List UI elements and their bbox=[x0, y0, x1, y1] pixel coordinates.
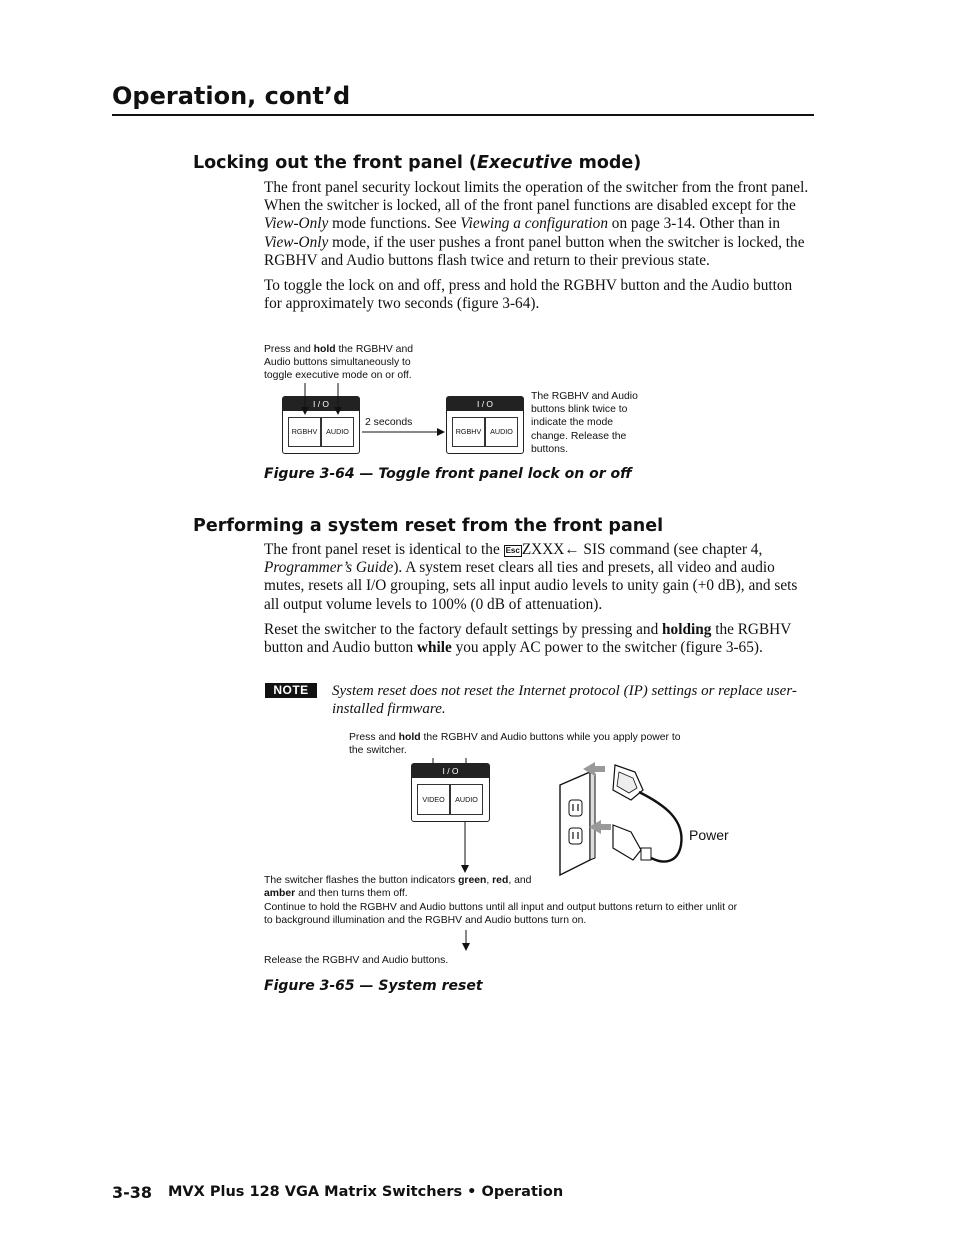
panel-header: I / O bbox=[412, 764, 489, 778]
text: SIS command (see chapter 4, bbox=[579, 541, 763, 558]
text: you apply AC power to the switcher (figure 3-65). bbox=[451, 639, 763, 657]
note-badge: NOTE bbox=[265, 683, 317, 698]
text-bold: green bbox=[458, 875, 487, 886]
audio-button: AUDIO bbox=[485, 417, 518, 447]
text-bold: hold bbox=[398, 732, 421, 743]
text-italic: Viewing a configuration bbox=[460, 215, 608, 233]
video-button: VIDEO bbox=[417, 784, 450, 815]
power-outlet-icon bbox=[555, 760, 690, 875]
text: on page 3-14. Other than in bbox=[607, 215, 781, 233]
reset-paragraph-2 bbox=[264, 621, 812, 657]
flash-label bbox=[264, 874, 564, 900]
text: Press and bbox=[264, 344, 314, 355]
fig65-panel bbox=[411, 763, 490, 822]
text: , and bbox=[508, 875, 532, 886]
text-bold: hold bbox=[313, 344, 336, 355]
reset-paragraph-1 bbox=[264, 541, 812, 614]
text: mode, if the user pushes a front panel button when the switcher is locked, the RGBHV and Audio buttons flash twice and return to their previous state. bbox=[264, 233, 805, 269]
text-italic: View-Only bbox=[264, 233, 329, 251]
reset-body bbox=[264, 541, 812, 664]
figure-64-caption: Figure 3-64 — Toggle front panel lock on or off bbox=[264, 466, 632, 482]
release-label: Release the RGBHV and Audio buttons. bbox=[264, 955, 449, 966]
text-italic: Programmer’s Guide bbox=[264, 559, 394, 577]
text: The switcher flashes the button indicators bbox=[264, 875, 459, 886]
text: , bbox=[486, 875, 493, 886]
text-bold: red bbox=[492, 875, 509, 886]
heading-part: Locking out the front panel ( bbox=[193, 153, 477, 173]
audio-button: AUDIO bbox=[321, 417, 354, 447]
text: the RGBHV and Audio buttons while you apply power to the switcher. bbox=[349, 732, 681, 757]
panel-header: I / O bbox=[447, 397, 523, 411]
page-number: 3-38 bbox=[112, 1183, 153, 1202]
text: The front panel reset is identical to the bbox=[264, 541, 504, 558]
text-bold: amber bbox=[264, 888, 296, 900]
text: Press and bbox=[349, 732, 399, 743]
heading-emphasis: Executive bbox=[476, 153, 573, 173]
footer-title: MVX Plus 128 VGA Matrix Switchers • Operation bbox=[168, 1184, 564, 1200]
sis-command: ZXXX bbox=[521, 541, 565, 558]
lockout-paragraph-2: To toggle the lock on and off, press and hold the RGBHV button and the Audio button for approximately two seconds (figure 3-64). bbox=[264, 277, 793, 313]
text-bold: holding bbox=[662, 620, 712, 638]
power-label: Power bbox=[689, 827, 729, 843]
text-italic: View-Only bbox=[264, 215, 329, 233]
esc-key-icon: Esc bbox=[505, 546, 520, 555]
text: The front panel security lockout limits the operation of the switcher from the front panel. When the switcher is locked, all of the front panel functions are disabled except for the bbox=[264, 179, 809, 215]
note-text: System reset does not reset the Internet protocol (IP) settings or replace user-installed firmware. bbox=[332, 683, 797, 717]
rgbhv-button: RGBHV bbox=[288, 417, 321, 447]
section-heading-reset: Performing a system reset from the front panel bbox=[193, 516, 664, 536]
panel-header: I / O bbox=[283, 397, 359, 411]
figure-65-caption: Figure 3-65 — System reset bbox=[264, 978, 483, 994]
text: the RGBHV button and Audio button bbox=[264, 620, 791, 657]
two-seconds-label: 2 seconds bbox=[365, 417, 413, 428]
audio-button: AUDIO bbox=[450, 784, 483, 815]
heading-part: mode) bbox=[572, 153, 642, 173]
text-bold: while bbox=[416, 639, 452, 657]
fig65-top-label bbox=[349, 731, 694, 757]
enter-arrow-icon: ← bbox=[564, 541, 580, 558]
text: the RGBHV and Audio buttons simultaneously to toggle executive mode on or off. bbox=[264, 344, 414, 382]
rgbhv-button: RGBHV bbox=[452, 417, 485, 447]
page-title: Operation, cont’d bbox=[112, 82, 351, 110]
fig64-right-label: The RGBHV and Audio buttons blink twice to indicate the mode change. Release the buttons. bbox=[531, 391, 638, 455]
text: ). A system reset clears all ties and presets, all video and audio mutes, resets all I/O grouping, sets all input audio levels to unity gain (+0 dB), and sets all output volume levels to 100% (0 dB of attenuation). bbox=[264, 559, 798, 613]
continue-label: Continue to hold the RGBHV and Audio buttons until all input and output buttons return to either unlit or to background illumination and the RGBHV and Audio buttons turn on. bbox=[264, 902, 738, 927]
text: mode functions. See bbox=[328, 215, 461, 233]
text: and then turns them off. bbox=[295, 888, 408, 900]
text: Reset the switcher to the factory default settings by pressing and bbox=[264, 620, 663, 638]
